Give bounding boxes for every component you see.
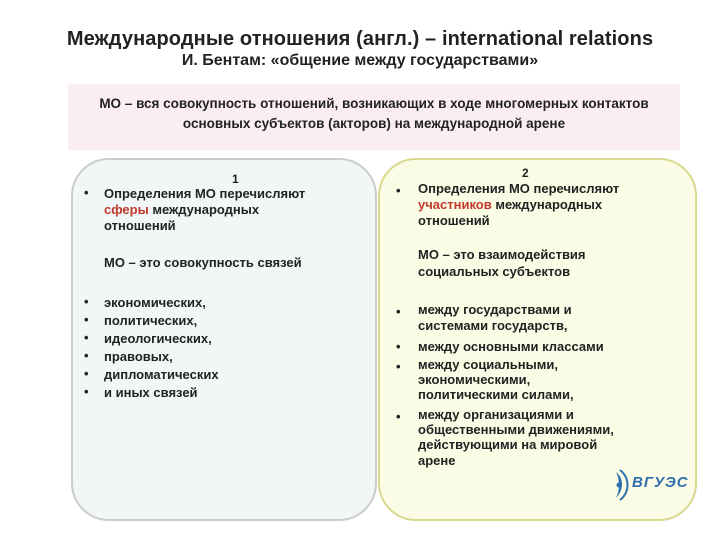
right-item-2-line-1: между основными классами [418,339,604,354]
right-intro-line-1: Определения МО перечисляют [418,181,620,196]
definition-band [68,84,680,150]
right-item-3-line-3: политическими силами, [418,387,574,402]
left-item-6: и иных связей [104,385,198,400]
right-item-4-line-1: между организациями и [418,407,574,422]
left-item-3: идеологических, [104,331,212,346]
page-subtitle: И. Бентам: «общение между государствами» [181,52,539,69]
right-item-4-line-2: общественными движениями, [418,422,614,437]
right-item-3-line-2: экономическими, [418,372,531,387]
right-item-3-line-1: между социальными, [418,357,558,372]
definition-line-1: МО – вся совокупность отношений, возникающих в ходе многомерных контактов [99,96,649,111]
left-item-2: политических, [104,313,198,328]
right-bullet-3: • [396,359,401,374]
definition-line-2: основных субъектов (акторов) на международной арене [182,116,566,131]
right-intro-line-3: отношений [418,213,490,228]
left-intro-line-3: отношений [104,218,176,233]
left-item-1: экономических, [104,295,206,310]
right-item-1-line-2: системами государств, [418,318,568,333]
right-item-4-line-3: действующими на мировой [418,437,598,452]
right-intro-line-2 [418,198,602,212]
page-title: Международные отношения (англ.) – international relations [66,28,654,50]
left-bullet-2: • [84,312,89,327]
right-intro-line-2-rest: международных [491,197,603,212]
left-bullet-6: • [84,384,89,399]
right-bullet-2: • [396,339,401,354]
left-bullet-5: • [84,366,89,381]
left-intro-highlight: сферы [104,202,149,217]
right-panel-number: 2 [522,166,529,180]
right-intro-bullet: • [396,183,401,198]
left-intro-line-2 [104,203,259,217]
left-item-4: правовых, [104,349,173,364]
right-item-1-line-1: между государствами и [418,302,572,317]
right-item-4-line-4: арене [418,453,456,468]
logo-text: ВГУЭС [632,474,689,491]
right-heading-line-2: социальных субъектов [418,264,571,279]
right-intro-highlight: участников [418,197,492,212]
left-item-5: дипломатических [104,367,219,382]
left-heading: МО – это совокупность связей [104,255,302,270]
right-heading-line-1: МО – это взаимодействия [418,247,586,262]
left-panel-number: 1 [232,172,239,186]
left-bullet-3: • [84,330,89,345]
left-bullet-1: • [84,294,89,309]
left-intro-line-2-rest: международных [148,202,260,217]
right-bullet-4: • [396,409,401,424]
left-bullet-4: • [84,348,89,363]
left-intro-line-1: Определения МО перечисляют [104,186,306,201]
left-intro-bullet: • [84,185,89,200]
right-bullet-1: • [396,304,401,319]
